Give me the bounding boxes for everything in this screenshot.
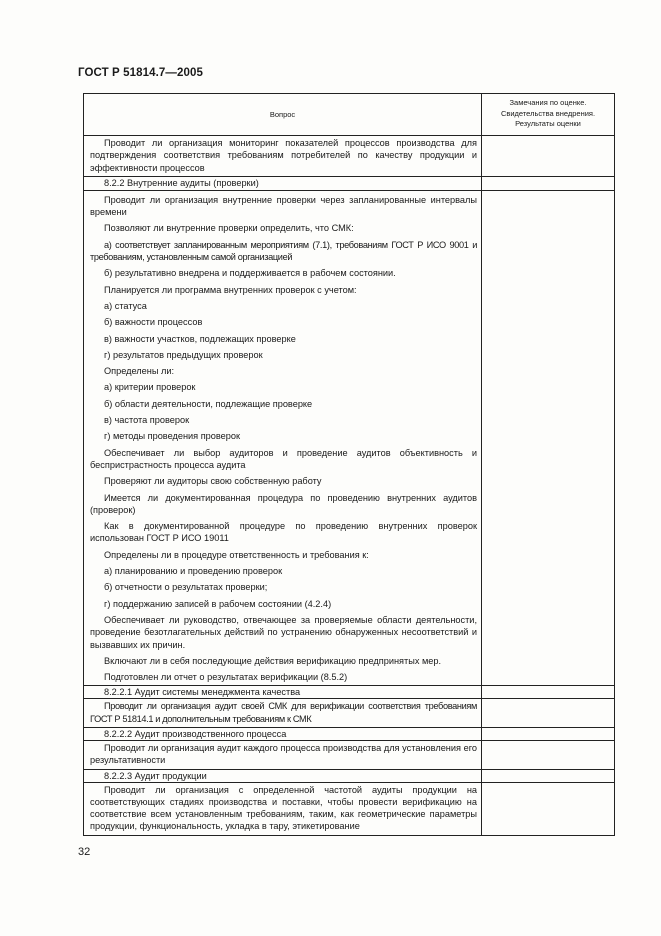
remarks-cell[interactable] (482, 136, 615, 177)
question-text: Определены ли в процедуре ответственность и требования к: (104, 549, 369, 560)
audit-checklist-table (83, 93, 615, 836)
remarks-cell[interactable] (482, 782, 615, 835)
remarks-cell[interactable] (482, 699, 615, 728)
remarks-cell[interactable] (482, 769, 615, 782)
question-cell (84, 190, 482, 686)
question-text: Планируется ли программа внутренних проверок с учетом: (104, 284, 357, 295)
table-row (84, 699, 615, 728)
remarks-cell[interactable] (482, 740, 615, 769)
question-text: Включают ли в себя последующие действия верификацию предпринятых мер. (104, 655, 442, 666)
question-text: б) результативно внедрена и поддерживается в рабочем состоянии. (104, 268, 396, 279)
document-code: ГОСТ Р 51814.7—2005 (78, 67, 203, 79)
question-cell (84, 699, 482, 728)
question-text: Проводит ли организация внутренние проверки через запланированные интервалы времени (90, 194, 477, 218)
question-text: Проводит ли организация аудит своей СМК для верификации соответствия требованиям ГОСТ Р 51814.1 и дополнительным требованиям к СМК (90, 701, 477, 724)
list-item: б) области деятельности, подлежащие проверке (104, 398, 313, 409)
page-number: 32 (78, 846, 91, 858)
list-item: г) поддержанию записей в рабочем состоянии (4.2.4) (104, 598, 332, 609)
table-row (84, 740, 615, 769)
list-item: а) планированию и проведению проверок (104, 566, 283, 577)
remarks-cell[interactable] (482, 686, 615, 699)
question-text: Проводит ли организация с определенной частотой аудиты продукции на соответствующих стадиях производства и поставки, чтобы провести верификацию на соответствие всем установленным требованиям, таким, как геометрические параметры продукции, функциональность, укладка в тару, этикетирование (90, 784, 477, 832)
table-header-row (84, 94, 615, 136)
subsection-title: 8.2.2.1 Аудит системы менеджмента качества (84, 686, 482, 699)
question-text: Проводит ли организация мониторинг показателей процессов производства для подтверждения соответствия требованиям потребителей по качеству продукции и эффективности процессов (90, 138, 477, 173)
question-cell (84, 782, 482, 835)
question-cell (84, 740, 482, 769)
table-row (84, 190, 615, 686)
table-row (84, 782, 615, 835)
remarks-header-line: Замечания по оценке. (509, 98, 587, 107)
subsection-title: 8.2.2.3 Аудит продукции (84, 769, 482, 782)
list-item: г) результатов предыдущих проверок (104, 349, 263, 360)
remarks-cell[interactable] (482, 190, 615, 686)
question-text: Обеспечивает ли выбор аудиторов и проведение аудитов объективность и беспристрастность процесса аудита (90, 447, 477, 470)
table-row (84, 136, 615, 177)
question-text: Как в документированной процедуре по проведению внутренних проверок использован ГОСТ Р ИСО 19011 (90, 521, 477, 544)
remarks-header-line: Свидетельства внедрения. (500, 108, 596, 118)
question-text: Подготовлен ли отчет о результатах верификации (8.5.2) (104, 672, 348, 683)
question-text: а) соответствует запланированным мероприятиям (7.1), требованиям ГОСТ Р ИСО 9001 и требованиям, установленным самой организацией (90, 239, 477, 263)
list-item: б) отчетности о результатах проверки; (104, 582, 268, 593)
column-header-question: Вопрос (84, 94, 482, 136)
list-item: а) критерии проверок (104, 382, 196, 393)
remarks-cell[interactable] (482, 727, 615, 740)
list-item: а) статуса (104, 300, 147, 311)
column-header-remarks (482, 94, 615, 136)
subsection-row (84, 727, 615, 740)
subsection-title: 8.2.2.2 Аудит производственного процесса (84, 727, 482, 740)
question-text: Позволяют ли внутренние проверки определить, что СМК: (104, 223, 354, 234)
list-item: в) частота проверок (104, 415, 190, 426)
section-row (84, 176, 615, 190)
section-title: 8.2.2 Внутренние аудиты (проверки) (84, 176, 482, 190)
question-text: Определены ли: (104, 366, 175, 377)
list-item: г) методы проведения проверок (104, 431, 241, 442)
remarks-header-line: Результаты оценки (515, 119, 581, 128)
subsection-row (84, 686, 615, 699)
question-text: Проверяют ли аудиторы свою собственную работу (104, 476, 322, 487)
question-cell (84, 136, 482, 177)
remarks-cell[interactable] (482, 176, 615, 190)
question-text: Имеется ли документированная процедура по проведению внутренних аудитов (проверок) (90, 492, 477, 515)
question-text: Проводит ли организация аудит каждого процесса производства для установления его результативности (90, 742, 477, 766)
subsection-row (84, 769, 615, 782)
question-text: Обеспечивает ли руководство, отвечающее за проверяемые области деятельности, проведение безотлагательных действий по устранению обнаруженных несоответствий и вызвавших их причин. (90, 614, 477, 650)
list-item: в) важности участков, подлежащих проверке (104, 333, 296, 344)
list-item: б) важности процессов (104, 317, 203, 328)
